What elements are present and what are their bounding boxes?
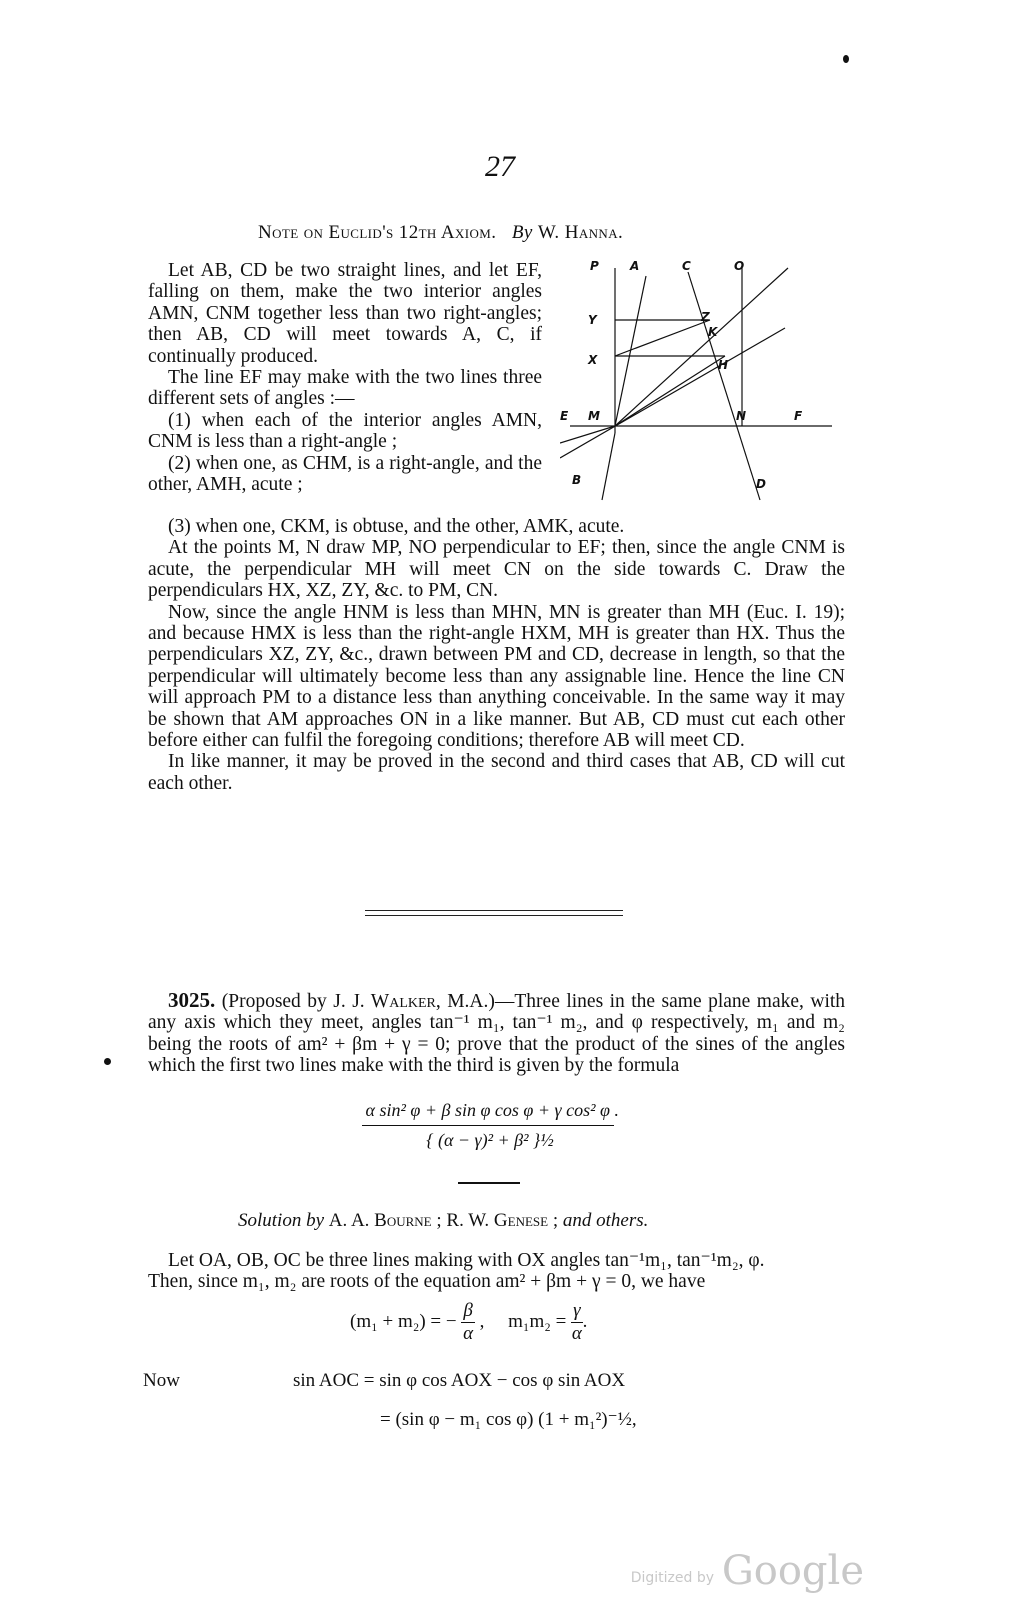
digitized-by-text: Digitized by [630,1570,714,1586]
label-d: D [756,477,766,491]
note-title-author: W. Hanna. [537,222,624,243]
line-xz [615,320,710,356]
euclid-figure [560,258,850,510]
eq1-left: (m₁ + m₂) = − [350,1310,457,1332]
problem-text [148,990,845,1077]
solution-line1: Let OA, OB, OC be three lines making with OX angles tan⁻¹m₁, tan⁻¹m₂, φ. [168,1250,765,1271]
eq1-frac-num: β [463,1300,473,1321]
label-e: E [560,409,569,423]
label-h: H [718,358,729,372]
label-k: K [708,325,718,339]
solution-prefix: Solution by [238,1210,325,1231]
line-mz [560,328,785,458]
label-m: M [588,409,600,423]
now-label: Now [143,1370,180,1391]
solution-line2: Then, since m₁, m₂ are roots of the equation am² + βm + γ = 0, we have [148,1271,706,1293]
eq1-frac [461,1300,474,1345]
eq1-frac2-den: α [571,1323,582,1344]
label-y: Y [588,313,597,327]
formula-end: . [613,1100,619,1120]
eq1-frac2-num: γ [573,1300,581,1321]
section-separator [365,910,623,916]
label-a: A [630,259,640,273]
problem-formula [330,1100,650,1151]
problem-proposer-prefix: (Proposed by [221,991,327,1012]
solution-authors: A. A. Bourne ; R. W. Genese ; [328,1210,559,1231]
label-n: N [736,409,747,423]
note-para1: Let AB, CD be two straight lines, and let EF, falling on them, make the two interior angles AMN, CNM together less than two right-angles; then AB, CD will meet towards A, C, if continually produced. [148,260,542,367]
note-continuation [148,516,845,794]
label-b: B [572,473,582,487]
equation-sin-aoc: sin AOC = sin φ cos AOX − cos φ sin AOX [293,1370,626,1391]
solution-suffix: and others. [562,1210,649,1231]
problem-rule [458,1182,520,1184]
problem-block [148,990,845,1077]
eq1-mid: , m₁m₂ = [479,1310,567,1332]
note-case2: (2) when one, as CHM, is a right-angle, and the other, AMH, acute ; [148,452,542,496]
formula-numerator: α sin² φ + β sin φ cos φ + γ cos² φ [362,1100,614,1126]
note-title-text: Note on Euclid's 12th Axiom. [258,222,497,243]
solution-text [148,1250,845,1293]
formula-denominator: { (α − γ)² + β² }½ [426,1130,554,1150]
eq1-end: . [582,1310,588,1332]
problem-proposer: J. J. Walker, M.A.) [333,991,495,1012]
page-number: 27 [485,150,515,183]
line-me [560,426,615,443]
label-x: X [588,353,598,367]
line-mk [615,268,788,426]
equation-roots [350,1300,587,1345]
note-para2: The line EF may make with the two lines three different sets of angles :— [148,367,542,410]
note-case1: (1) when each of the interior angles AMN, CNM is less than a right-angle ; [148,409,542,453]
ink-mark [104,1058,111,1065]
label-z: Z [701,310,710,324]
problem-body: —Three lines in the same plane make, with any axis which they meet, angles tan⁻¹ m₁, tan⁻¹ m₂, and φ respectively, m₁ and m₂ being the roots of am² + βm + γ = 0; prove that the product of the sines of the angles which the first two lines make with the third is given by the formula [148,991,846,1077]
solution-header [238,1210,648,1232]
equation-expansion: = (sin φ − m₁ cos φ) (1 + m₁²)⁻½, [380,1409,637,1430]
note-case3: (3) when one, CKM, is obtuse, and the other, AMK, acute. [168,516,625,537]
note-title-by: By [511,222,533,243]
note-column [148,260,542,495]
label-p: P [590,259,599,273]
line-mb [602,433,615,500]
note-para3: At the points M, N draw MP, NO perpendicular to EF; then, since the angle CNM is acute, the perpendicular MH will meet CN on the side towards C. Draw the perpendiculars HX, XZ, ZY, &c. to PM, CN. [148,537,845,602]
note-para5: In like manner, it may be proved in the second and third cases that AB, CD will cut each other. [148,751,845,794]
note-para4: Now, since the angle HNM is less than MHN, MN is greater than MH (Euc. I. 19); and because HMX is less than the right-angle HXM, MH is greater than HX. Thus the perpendiculars XZ, ZY, &c., drawn between PM and CD, decrease in length, so that the perpendicular will ultimately become less than any assignable line. Hence the line CN will approach PM to a distance less than anything conceivable. In the same way it may be shown that AM approaches ON in a like manner. But AB, CD must cut each other before either can fulfil the foregoing conditions; therefore AB will meet CD. [148,601,845,752]
eq1-frac-den: α [463,1323,474,1344]
label-f: F [794,409,803,423]
ink-mark [843,55,849,63]
label-c: C [682,259,691,273]
label-o: O [734,259,745,273]
line-cd [688,272,760,500]
line-am [615,276,646,426]
problem-number: 3025. [168,988,216,1012]
note-title [258,222,623,244]
eq1-frac2 [571,1300,583,1345]
line-mh [615,356,725,426]
google-logo: Google [721,1548,864,1594]
